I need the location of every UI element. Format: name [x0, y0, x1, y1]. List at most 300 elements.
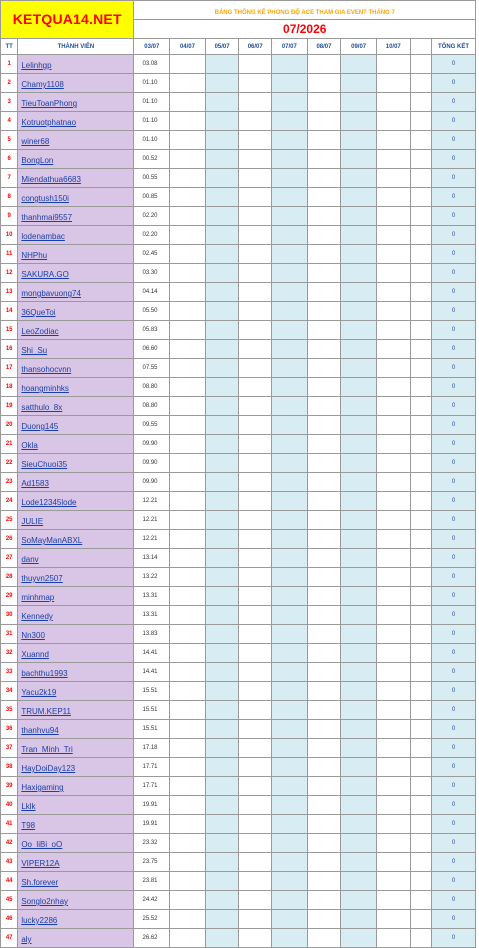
spacer-cell	[410, 625, 431, 644]
score-cell	[239, 264, 272, 283]
member-row	[1, 625, 476, 644]
header-date: 05/07	[205, 39, 239, 55]
score-cell	[272, 321, 308, 340]
spacer-cell	[410, 758, 431, 777]
score-cell	[341, 283, 377, 302]
spacer-cell	[410, 302, 431, 321]
member-link[interactable]: LeoZodiac	[21, 327, 59, 336]
score-cell	[272, 910, 308, 929]
row-index: 26	[1, 530, 18, 549]
score-cell: 24.42	[134, 891, 170, 910]
row-index: 41	[1, 815, 18, 834]
score-cell: 01.10	[134, 74, 170, 93]
score-cell	[239, 169, 272, 188]
score-cell	[376, 435, 410, 454]
score-cell	[170, 112, 206, 131]
member-link[interactable]: HayDoiDay123	[21, 764, 76, 773]
score-cell	[272, 758, 308, 777]
score-cell	[239, 644, 272, 663]
score-cell	[307, 758, 341, 777]
total-cell: 0	[431, 245, 475, 264]
member-cell[interactable]	[18, 834, 134, 853]
member-cell[interactable]	[18, 150, 134, 169]
member-row	[1, 340, 476, 359]
score-cell	[205, 226, 239, 245]
member-cell[interactable]	[18, 796, 134, 815]
score-cell	[205, 473, 239, 492]
score-cell	[170, 872, 206, 891]
spacer-cell	[410, 150, 431, 169]
member-link[interactable]: Ad1583	[21, 479, 49, 488]
member-link[interactable]: Tran_Minh_Tri	[21, 745, 73, 754]
member-cell[interactable]	[18, 720, 134, 739]
score-cell: 17.71	[134, 777, 170, 796]
score-cell	[341, 378, 377, 397]
row-index: 45	[1, 891, 18, 910]
score-cell: 00.85	[134, 188, 170, 207]
score-cell	[272, 796, 308, 815]
member-cell[interactable]	[18, 397, 134, 416]
spacer-cell	[410, 416, 431, 435]
member-cell[interactable]	[18, 549, 134, 568]
member-cell[interactable]	[18, 511, 134, 530]
total-cell: 0	[431, 815, 475, 834]
score-cell	[239, 568, 272, 587]
member-cell[interactable]	[18, 587, 134, 606]
score-cell	[239, 625, 272, 644]
member-link[interactable]: SieuChuoi35	[21, 460, 68, 469]
score-cell	[272, 226, 308, 245]
member-row	[1, 644, 476, 663]
score-cell	[170, 473, 206, 492]
score-cell	[272, 131, 308, 150]
member-cell[interactable]	[18, 872, 134, 891]
score-cell	[272, 207, 308, 226]
member-link[interactable]: lodenambac	[21, 232, 65, 241]
total-cell: 0	[431, 891, 475, 910]
row-index: 5	[1, 131, 18, 150]
score-cell	[341, 150, 377, 169]
spacer-cell	[410, 929, 431, 948]
member-row	[1, 682, 476, 701]
score-cell	[205, 663, 239, 682]
score-cell	[341, 682, 377, 701]
member-link[interactable]: congtush150i	[21, 194, 69, 203]
member-cell[interactable]	[18, 74, 134, 93]
spacer-cell	[410, 511, 431, 530]
score-cell	[239, 131, 272, 150]
row-index: 27	[1, 549, 18, 568]
score-cell	[307, 910, 341, 929]
score-cell	[170, 663, 206, 682]
member-link[interactable]: BongLon	[21, 156, 54, 165]
score-cell	[272, 188, 308, 207]
score-cell	[205, 872, 239, 891]
score-cell	[170, 891, 206, 910]
score-cell	[239, 701, 272, 720]
member-cell[interactable]	[18, 283, 134, 302]
member-cell[interactable]	[18, 359, 134, 378]
member-link[interactable]: TieuToanPhong	[21, 99, 78, 108]
score-cell	[307, 207, 341, 226]
score-cell	[307, 169, 341, 188]
member-link[interactable]: danv	[21, 555, 39, 564]
member-link[interactable]: VIPER12A	[21, 859, 60, 868]
score-cell	[205, 169, 239, 188]
spacer-cell	[410, 720, 431, 739]
member-link[interactable]: lucky2286	[21, 916, 58, 925]
score-cell: 23.32	[134, 834, 170, 853]
member-link[interactable]: Lklk	[21, 802, 36, 811]
total-cell: 0	[431, 663, 475, 682]
score-cell	[239, 720, 272, 739]
spacer-cell	[410, 397, 431, 416]
score-cell	[170, 587, 206, 606]
score-cell	[341, 397, 377, 416]
member-cell[interactable]	[18, 188, 134, 207]
score-cell	[272, 283, 308, 302]
header-spacer	[410, 39, 431, 55]
score-cell	[170, 625, 206, 644]
member-link[interactable]: mongbavuong74	[21, 289, 81, 298]
total-cell: 0	[431, 397, 475, 416]
member-link[interactable]: Oo_liBi_oO	[21, 840, 63, 849]
member-link[interactable]: Miendathua6683	[21, 175, 81, 184]
score-cell	[239, 777, 272, 796]
row-index: 28	[1, 568, 18, 587]
score-cell	[341, 739, 377, 758]
total-cell: 0	[431, 777, 475, 796]
member-link[interactable]: Haxigaming	[21, 783, 64, 792]
member-cell[interactable]	[18, 910, 134, 929]
member-cell[interactable]	[18, 264, 134, 283]
spacer-cell	[410, 245, 431, 264]
total-cell: 0	[431, 739, 475, 758]
member-cell[interactable]	[18, 606, 134, 625]
member-cell[interactable]	[18, 454, 134, 473]
month-label: 07/2026	[283, 22, 327, 36]
total-cell: 0	[431, 264, 475, 283]
row-index: 10	[1, 226, 18, 245]
score-cell	[307, 74, 341, 93]
score-cell: 13.14	[134, 549, 170, 568]
spacer-cell	[410, 777, 431, 796]
member-link[interactable]: thansohocvnn	[21, 365, 72, 374]
score-cell	[376, 188, 410, 207]
score-cell	[272, 530, 308, 549]
score-cell: 09.90	[134, 454, 170, 473]
member-link[interactable]: Shi_Su	[21, 346, 48, 355]
score-cell	[272, 74, 308, 93]
spacer-cell	[410, 473, 431, 492]
total-cell: 0	[431, 644, 475, 663]
header-date: 10/07	[376, 39, 410, 55]
spacer-cell	[410, 815, 431, 834]
score-cell	[376, 834, 410, 853]
score-cell	[205, 321, 239, 340]
member-cell[interactable]	[18, 93, 134, 112]
score-cell	[307, 720, 341, 739]
spacer-cell	[410, 644, 431, 663]
total-cell: 0	[431, 682, 475, 701]
member-link[interactable]: Kennedy	[21, 612, 53, 621]
spacer-cell	[410, 910, 431, 929]
member-cell[interactable]	[18, 340, 134, 359]
score-cell	[205, 492, 239, 511]
score-cell	[376, 245, 410, 264]
member-link[interactable]: SoMayManABXL	[21, 536, 83, 545]
member-link[interactable]: winer68	[21, 137, 50, 146]
score-cell	[376, 796, 410, 815]
member-link[interactable]: Xuannd	[21, 650, 49, 659]
spacer-cell	[410, 587, 431, 606]
score-cell	[170, 74, 206, 93]
row-index: 1	[1, 55, 18, 74]
member-link[interactable]: Lelinhgp	[21, 61, 52, 70]
score-cell	[341, 720, 377, 739]
logo-cell[interactable]	[1, 1, 134, 39]
member-cell[interactable]	[18, 891, 134, 910]
spacer-cell	[410, 264, 431, 283]
spacer-cell	[410, 682, 431, 701]
member-cell[interactable]	[18, 245, 134, 264]
row-index: 9	[1, 207, 18, 226]
member-link[interactable]: TRUM.KEP11	[21, 707, 71, 716]
row-index: 46	[1, 910, 18, 929]
member-cell[interactable]	[18, 321, 134, 340]
member-link[interactable]: Duong145	[21, 422, 59, 431]
member-link[interactable]: bachthu1993	[21, 669, 68, 678]
score-cell	[239, 853, 272, 872]
spacer-cell	[410, 701, 431, 720]
member-cell[interactable]	[18, 777, 134, 796]
total-cell: 0	[431, 530, 475, 549]
score-cell	[307, 150, 341, 169]
row-index: 24	[1, 492, 18, 511]
member-row	[1, 188, 476, 207]
score-cell	[272, 872, 308, 891]
score-cell	[205, 416, 239, 435]
member-link[interactable]: thuyvn2507	[21, 574, 63, 583]
score-cell	[205, 701, 239, 720]
member-cell[interactable]	[18, 169, 134, 188]
member-cell[interactable]	[18, 758, 134, 777]
member-cell[interactable]	[18, 112, 134, 131]
score-cell	[272, 625, 308, 644]
score-cell: 00.52	[134, 150, 170, 169]
member-row	[1, 758, 476, 777]
score-cell	[272, 549, 308, 568]
score-cell	[376, 853, 410, 872]
score-cell	[170, 150, 206, 169]
member-cell[interactable]	[18, 853, 134, 872]
score-cell: 12.21	[134, 492, 170, 511]
score-cell	[376, 872, 410, 891]
header-date: 06/07	[239, 39, 272, 55]
score-cell	[205, 777, 239, 796]
spacer-cell	[410, 530, 431, 549]
total-cell: 0	[431, 302, 475, 321]
score-cell	[376, 587, 410, 606]
member-link[interactable]: Chamy1108	[21, 80, 64, 89]
score-cell	[307, 283, 341, 302]
score-cell	[205, 150, 239, 169]
score-cell	[272, 606, 308, 625]
score-cell	[307, 739, 341, 758]
member-cell[interactable]	[18, 492, 134, 511]
row-index: 40	[1, 796, 18, 815]
member-cell[interactable]	[18, 207, 134, 226]
row-index: 47	[1, 929, 18, 948]
score-cell	[341, 910, 377, 929]
score-cell	[307, 701, 341, 720]
score-cell	[205, 644, 239, 663]
score-cell	[376, 302, 410, 321]
member-cell[interactable]	[18, 131, 134, 150]
member-link[interactable]: satthulo_8x	[21, 403, 63, 412]
score-cell	[376, 606, 410, 625]
score-cell	[376, 758, 410, 777]
member-link[interactable]: JULIE	[21, 517, 44, 526]
score-cell	[205, 435, 239, 454]
site-logo[interactable]: KETQUA14.NET	[12, 10, 122, 27]
member-link[interactable]: Songlo2nhay	[21, 897, 69, 906]
member-cell[interactable]	[18, 55, 134, 74]
score-cell	[341, 207, 377, 226]
member-cell[interactable]	[18, 530, 134, 549]
spacer-cell	[410, 454, 431, 473]
score-cell	[307, 606, 341, 625]
row-index: 17	[1, 359, 18, 378]
member-link[interactable]: Kotruotphatnao	[21, 118, 77, 127]
score-cell	[205, 739, 239, 758]
member-cell[interactable]	[18, 701, 134, 720]
score-cell	[341, 834, 377, 853]
spacer-cell	[410, 340, 431, 359]
score-cell: 25.52	[134, 910, 170, 929]
member-link[interactable]: NHPhu	[21, 251, 48, 260]
member-cell[interactable]	[18, 378, 134, 397]
member-cell[interactable]	[18, 644, 134, 663]
score-cell: 15.51	[134, 720, 170, 739]
score-cell	[205, 74, 239, 93]
member-link[interactable]: 36QueToi	[21, 308, 56, 317]
member-link[interactable]: Okla	[21, 441, 38, 450]
score-cell	[376, 93, 410, 112]
row-index: 33	[1, 663, 18, 682]
member-cell[interactable]	[18, 473, 134, 492]
total-cell: 0	[431, 169, 475, 188]
member-link[interactable]: thanhvu94	[21, 726, 59, 735]
score-cell	[272, 815, 308, 834]
row-index: 13	[1, 283, 18, 302]
total-cell: 0	[431, 701, 475, 720]
score-cell	[376, 720, 410, 739]
score-cell	[376, 131, 410, 150]
header-date: 04/07	[170, 39, 206, 55]
score-cell	[341, 473, 377, 492]
score-cell	[307, 245, 341, 264]
member-cell[interactable]	[18, 739, 134, 758]
score-cell	[170, 720, 206, 739]
total-cell: 0	[431, 150, 475, 169]
member-cell[interactable]	[18, 663, 134, 682]
member-row	[1, 74, 476, 93]
row-index: 14	[1, 302, 18, 321]
score-cell	[272, 492, 308, 511]
member-cell[interactable]	[18, 435, 134, 454]
score-cell	[170, 435, 206, 454]
score-cell: 26.62	[134, 929, 170, 948]
score-cell	[170, 701, 206, 720]
score-cell	[205, 55, 239, 74]
score-cell	[272, 340, 308, 359]
score-cell	[170, 321, 206, 340]
member-link[interactable]: Sh.forever	[21, 878, 59, 887]
score-cell: 09.90	[134, 473, 170, 492]
member-link[interactable]: T98	[21, 821, 36, 830]
score-cell	[376, 701, 410, 720]
member-cell[interactable]	[18, 682, 134, 701]
member-cell[interactable]	[18, 416, 134, 435]
score-cell	[170, 359, 206, 378]
score-cell	[170, 682, 206, 701]
member-link[interactable]: SAKURA.GO	[21, 270, 69, 279]
score-cell: 02.20	[134, 207, 170, 226]
row-index: 21	[1, 435, 18, 454]
total-cell: 0	[431, 454, 475, 473]
member-link[interactable]: hoangminhks	[21, 384, 69, 393]
score-cell	[272, 397, 308, 416]
score-cell	[341, 929, 377, 948]
member-link[interactable]: Yacu2k19	[21, 688, 57, 697]
member-link[interactable]: Nn300	[21, 631, 45, 640]
spacer-cell	[410, 891, 431, 910]
score-cell	[205, 112, 239, 131]
member-link[interactable]: Lode12345lode	[21, 498, 77, 507]
score-cell	[170, 530, 206, 549]
member-link[interactable]: thanhmai9557	[21, 213, 73, 222]
member-cell[interactable]	[18, 815, 134, 834]
score-cell	[239, 834, 272, 853]
member-cell[interactable]	[18, 625, 134, 644]
score-cell	[239, 663, 272, 682]
member-cell[interactable]	[18, 929, 134, 948]
member-cell[interactable]	[18, 302, 134, 321]
score-cell	[239, 492, 272, 511]
member-cell[interactable]	[18, 226, 134, 245]
score-cell	[341, 587, 377, 606]
score-cell	[341, 701, 377, 720]
score-cell	[307, 644, 341, 663]
score-cell	[376, 416, 410, 435]
spacer-cell	[410, 188, 431, 207]
total-cell: 0	[431, 511, 475, 530]
score-cell	[205, 625, 239, 644]
member-row	[1, 112, 476, 131]
score-cell	[239, 511, 272, 530]
member-row	[1, 435, 476, 454]
member-link[interactable]: aly	[21, 935, 32, 944]
total-cell: 0	[431, 910, 475, 929]
score-cell	[376, 74, 410, 93]
member-cell[interactable]	[18, 568, 134, 587]
spacer-cell	[410, 663, 431, 682]
total-cell: 0	[431, 416, 475, 435]
member-link[interactable]: minhmap	[21, 593, 55, 602]
score-cell	[239, 739, 272, 758]
score-cell	[170, 283, 206, 302]
